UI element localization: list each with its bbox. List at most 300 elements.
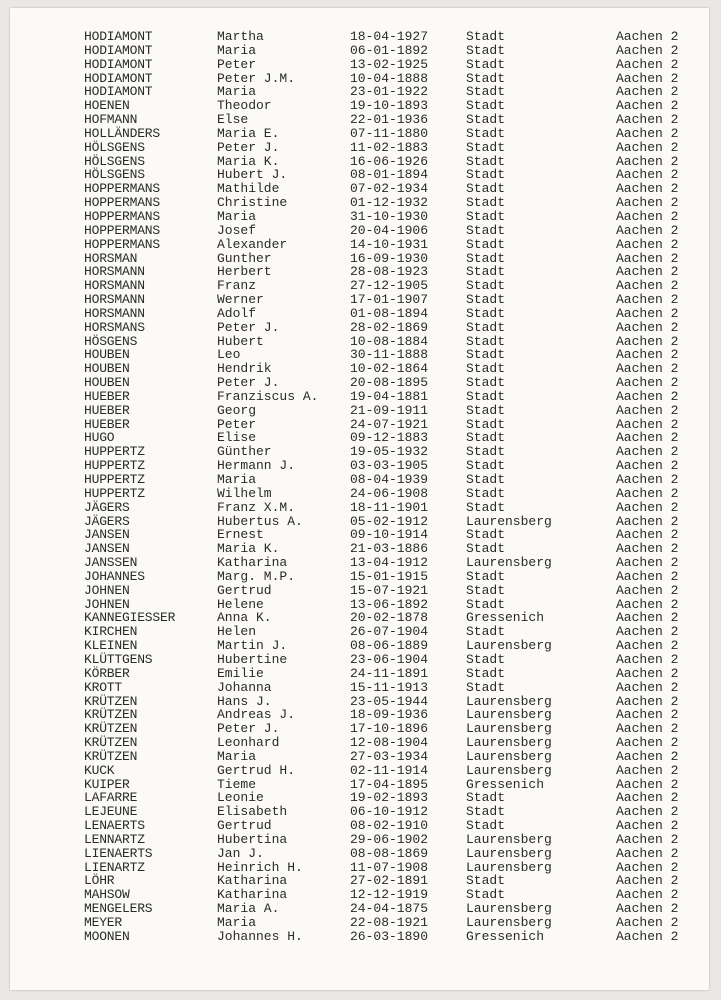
given-name: Gertrud [217,582,272,598]
birth-date: 03-03-1905 [350,458,429,474]
surname: HÖSGENS [84,333,138,349]
given-name: Peter J. [217,375,280,391]
birth-date: 21-09-1911 [350,402,429,418]
given-name: Theodor [217,98,272,114]
record-row [10,418,709,432]
city: Aachen 2 [616,624,679,640]
city: Aachen 2 [616,472,679,487]
record-row [10,515,709,529]
record-row [10,293,709,307]
record-row [10,501,709,515]
city: Aachen 2 [616,112,679,128]
surname: KIRCHEN [84,624,138,640]
surname: MENGELERS [84,901,153,917]
place: Laurensberg [466,693,552,709]
record-row [10,708,709,722]
city: Aachen 2 [616,831,679,847]
given-name: Elisabeth [217,804,288,820]
given-name: Maria [217,915,257,930]
city: Aachen 2 [616,735,679,751]
birth-date: 17-04-1895 [350,776,429,792]
birth-date: 30-11-1888 [350,347,429,363]
surname: HODIAMONT [84,56,153,72]
birth-date: 18-09-1936 [350,707,429,723]
place: Laurensberg [466,748,552,764]
surname: HORSMANN [84,292,145,308]
given-name: Hubertine [217,651,288,667]
record-row [10,141,709,155]
place: Stadt [466,167,506,183]
given-name: Helen [217,624,257,640]
record-row [10,252,709,266]
city: Aachen 2 [616,375,679,391]
given-name: Katharina [217,873,288,889]
place: Stadt [466,624,506,640]
birth-date: 16-06-1926 [350,153,429,169]
birth-date: 22-01-1936 [350,112,429,128]
surname: LEJEUNE [84,804,138,820]
birth-date: 29-06-1902 [350,831,429,847]
city: Aachen 2 [616,568,679,584]
surname: LENNARTZ [84,831,145,847]
place: Stadt [466,195,506,211]
given-name: Leo [217,347,241,363]
record-row [10,888,709,902]
city: Aachen 2 [616,333,679,349]
city: Aachen 2 [616,347,679,363]
city: Aachen 2 [616,98,679,114]
birth-date: 27-03-1934 [350,748,429,764]
surname: JOHNEN [84,582,130,598]
surname: HORSMANN [84,305,145,321]
surname: HOFMANN [84,112,138,128]
city: Aachen 2 [616,84,679,100]
given-name: Mathilde [217,181,280,197]
place: Stadt [466,347,506,363]
city: Aachen 2 [616,319,679,335]
record-row [10,667,709,681]
record-row [10,833,709,847]
surname: HORSMANS [84,319,145,335]
place: Laurensberg [466,762,552,778]
record-row [10,611,709,625]
surname: MOONEN [84,928,130,944]
birth-date: 07-11-1880 [350,125,429,141]
place: Stadt [466,56,506,72]
record-row [10,127,709,141]
place: Stadt [466,582,506,598]
record-row [10,445,709,459]
birth-date: 15-01-1915 [350,568,429,584]
city: Aachen 2 [616,292,679,308]
surname: HUEBER [84,416,130,432]
city: Aachen 2 [616,264,679,280]
record-row [10,556,709,570]
record-row [10,902,709,916]
surname: KRÜTZEN [84,693,138,709]
record-row [10,30,709,44]
city: Aachen 2 [616,513,679,529]
city: Aachen 2 [616,70,679,86]
birth-date: 08-06-1889 [350,638,429,654]
surname: HODIAMONT [84,84,153,100]
surname: HOPPERMANS [84,181,161,197]
record-row [10,570,709,584]
city: Aachen 2 [616,901,679,917]
record-row [10,639,709,653]
birth-date: 08-02-1910 [350,818,429,834]
surname: KANNEGIESSER [84,610,176,626]
city: Aachen 2 [616,458,679,474]
birth-date: 28-02-1869 [350,319,429,335]
city: Aachen 2 [616,638,679,654]
record-row [10,210,709,224]
surname: JOHANNES [84,568,145,584]
city: Aachen 2 [616,721,679,737]
city: Aachen 2 [616,541,679,557]
city: Aachen 2 [616,527,679,543]
place: Stadt [466,388,506,404]
city: Aachen 2 [616,181,679,197]
surname: HOPPERMANS [84,222,161,238]
given-name: Hubert J. [217,167,288,183]
record-row [10,625,709,639]
surname: KRÜTZEN [84,721,138,737]
birth-date: 24-07-1921 [350,416,429,432]
birth-date: 20-02-1878 [350,610,429,626]
place: Stadt [466,70,506,86]
city: Aachen 2 [616,42,679,58]
given-name: Ernest [217,527,264,543]
city: Aachen 2 [616,596,679,612]
surname: KÖRBER [84,665,130,681]
surname: HUEBER [84,388,130,404]
surname: HODIAMONT [84,29,153,44]
given-name: Helene [217,596,264,612]
birth-date: 19-02-1893 [350,790,429,806]
given-name: Johannes H. [217,928,303,944]
city: Aachen 2 [616,928,679,944]
place: Stadt [466,596,506,612]
given-name: Martha [217,29,264,44]
place: Gressenich [466,776,545,792]
city: Aachen 2 [616,153,679,169]
place: Gressenich [466,928,545,944]
place: Stadt [466,485,506,501]
surname: HUPPERTZ [84,472,145,487]
record-row [10,58,709,72]
city: Aachen 2 [616,693,679,709]
given-name: Hendrik [217,361,272,377]
given-name: Franz X.M. [217,499,296,515]
given-name: Heinrich H. [217,859,303,875]
city: Aachen 2 [616,582,679,598]
record-row [10,307,709,321]
record-row [10,196,709,210]
surname: KRÜTZEN [84,735,138,751]
given-name: Martin J. [217,638,288,654]
given-name: Else [217,112,249,128]
surname: LIENARTZ [84,859,145,875]
given-name: Georg [217,402,257,418]
birth-date: 16-09-1930 [350,250,429,266]
surname: HUPPERTZ [84,458,145,474]
surname: MAHSOW [84,887,130,903]
birth-date: 31-10-1930 [350,208,429,224]
given-name: Katharina [217,555,288,571]
place: Laurensberg [466,707,552,723]
city: Aachen 2 [616,56,679,72]
place: Stadt [466,790,506,806]
birth-date: 13-04-1912 [350,555,429,571]
given-name: Peter J. [217,319,280,335]
given-name: Josef [217,222,257,238]
surname: HOLLÄNDERS [84,125,161,141]
city: Aachen 2 [616,29,679,44]
city: Aachen 2 [616,167,679,183]
place: Stadt [466,181,506,197]
city: Aachen 2 [616,748,679,764]
birth-date: 23-05-1944 [350,693,429,709]
birth-date: 01-12-1932 [350,195,429,211]
record-row [10,85,709,99]
record-row [10,916,709,930]
place: Laurensberg [466,859,552,875]
given-name: Maria [217,208,257,224]
birth-date: 15-11-1913 [350,679,429,695]
birth-date: 10-02-1864 [350,361,429,377]
given-name: Christine [217,195,288,211]
place: Laurensberg [466,555,552,571]
birth-date: 20-04-1906 [350,222,429,238]
surname: HUEBER [84,402,130,418]
surname: HORSMAN [84,250,138,266]
given-name: Gertrud H. [217,762,296,778]
city: Aachen 2 [616,776,679,792]
place: Stadt [466,292,506,308]
record-row [10,791,709,805]
surname: HOENEN [84,98,130,114]
record-row [10,155,709,169]
surname: HOUBEN [84,375,130,391]
city: Aachen 2 [616,416,679,432]
record-row [10,874,709,888]
surname: LENAERTS [84,818,145,834]
record-row [10,764,709,778]
place: Stadt [466,887,506,903]
place: Laurensberg [466,915,552,930]
surname: HOPPERMANS [84,208,161,224]
surname: HORSMANN [84,264,145,280]
city: Aachen 2 [616,679,679,695]
place: Stadt [466,42,506,58]
birth-date: 18-04-1927 [350,29,429,44]
place: Stadt [466,402,506,418]
birth-date: 18-11-1901 [350,499,429,515]
surname: HUPPERTZ [84,485,145,501]
place: Stadt [466,818,506,834]
given-name: Gunther [217,250,272,266]
birth-date: 09-12-1883 [350,430,429,446]
surname: JANSSEN [84,555,138,571]
record-row [10,819,709,833]
place: Laurensberg [466,845,552,861]
surname: HOUBEN [84,361,130,377]
given-name: Peter [217,416,257,432]
city: Aachen 2 [616,208,679,224]
record-row [10,722,709,736]
surname: HORSMANN [84,278,145,294]
given-name: Maria E. [217,125,280,141]
birth-date: 26-03-1890 [350,928,429,944]
place: Laurensberg [466,901,552,917]
birth-date: 26-07-1904 [350,624,429,640]
place: Stadt [466,568,506,584]
place: Stadt [466,679,506,695]
surname: JOHNEN [84,596,130,612]
place: Stadt [466,222,506,238]
given-name: Gertrud [217,818,272,834]
birth-date: 01-08-1894 [350,305,429,321]
surname: HODIAMONT [84,70,153,86]
surname: JÄGERS [84,499,130,515]
birth-date: 06-10-1912 [350,804,429,820]
place: Stadt [466,430,506,446]
place: Stadt [466,665,506,681]
given-name: Hans J. [217,693,272,709]
surname: HÖLSGENS [84,153,145,169]
surname: HÖLSGENS [84,139,145,155]
record-row [10,861,709,875]
record-row [10,99,709,113]
surname: KUIPER [84,776,130,792]
place: Stadt [466,458,506,474]
surname: JANSEN [84,527,130,543]
record-row [10,778,709,792]
city: Aachen 2 [616,236,679,252]
city: Aachen 2 [616,804,679,820]
record-row [10,362,709,376]
given-name: Tieme [217,776,257,792]
record-row [10,736,709,750]
record-row [10,224,709,238]
birth-date: 13-02-1925 [350,56,429,72]
city: Aachen 2 [616,651,679,667]
city: Aachen 2 [616,818,679,834]
city: Aachen 2 [616,402,679,418]
surname: KUCK [84,762,115,778]
birth-date: 12-12-1919 [350,887,429,903]
surname: HOPPERMANS [84,236,161,252]
birth-date: 09-10-1914 [350,527,429,543]
city: Aachen 2 [616,305,679,321]
record-row [10,265,709,279]
place: Stadt [466,416,506,432]
place: Stadt [466,153,506,169]
surname: KROTT [84,679,123,695]
surname: HUGO [84,430,115,446]
place: Stadt [466,125,506,141]
city: Aachen 2 [616,915,679,930]
birth-date: 19-10-1893 [350,98,429,114]
surname: KLEINEN [84,638,138,654]
surname: HUPPERTZ [84,444,145,460]
birth-date: 19-05-1932 [350,444,429,460]
record-row [10,238,709,252]
place: Stadt [466,651,506,667]
place: Stadt [466,305,506,321]
record-row [10,487,709,501]
surname: KRÜTZEN [84,707,138,723]
place: Stadt [466,264,506,280]
given-name: Peter J. [217,139,280,155]
birth-date: 12-08-1904 [350,735,429,751]
record-row [10,459,709,473]
given-name: Andreas J. [217,707,296,723]
given-name: Emilie [217,665,264,681]
place: Stadt [466,98,506,114]
given-name: Anna K. [217,610,272,626]
city: Aachen 2 [616,361,679,377]
record-row [10,805,709,819]
given-name: Maria A. [217,901,280,917]
city: Aachen 2 [616,707,679,723]
record-row [10,390,709,404]
record-row [10,182,709,196]
given-name: Franziscus A. [217,388,319,404]
city: Aachen 2 [616,859,679,875]
surname: KLÜTTGENS [84,651,153,667]
city: Aachen 2 [616,250,679,266]
record-row [10,335,709,349]
birth-date: 24-11-1891 [350,665,429,681]
city: Aachen 2 [616,887,679,903]
surname: HÖLSGENS [84,167,145,183]
place: Stadt [466,208,506,224]
place: Stadt [466,333,506,349]
record-row [10,584,709,598]
city: Aachen 2 [616,665,679,681]
birth-date: 08-04-1939 [350,472,429,487]
surname: JANSEN [84,541,130,557]
given-name: Wilhelm [217,485,272,501]
surname: JÄGERS [84,513,130,529]
given-name: Peter [217,56,257,72]
place: Stadt [466,873,506,889]
birth-date: 08-08-1869 [350,845,429,861]
given-name: Adolf [217,305,257,321]
place: Gressenich [466,610,545,626]
given-name: Maria [217,42,257,58]
city: Aachen 2 [616,845,679,861]
city: Aachen 2 [616,873,679,889]
city: Aachen 2 [616,790,679,806]
place: Stadt [466,236,506,252]
given-name: Maria [217,748,257,764]
birth-date: 22-08-1921 [350,915,429,930]
birth-date: 14-10-1931 [350,236,429,252]
given-name: Hubertus A. [217,513,303,529]
place: Laurensberg [466,721,552,737]
place: Stadt [466,278,506,294]
record-row [10,598,709,612]
given-name: Franz [217,278,257,294]
surname: LÖHR [84,873,115,889]
place: Stadt [466,527,506,543]
record-row [10,653,709,667]
record-row [10,542,709,556]
given-name: Herbert [217,264,272,280]
